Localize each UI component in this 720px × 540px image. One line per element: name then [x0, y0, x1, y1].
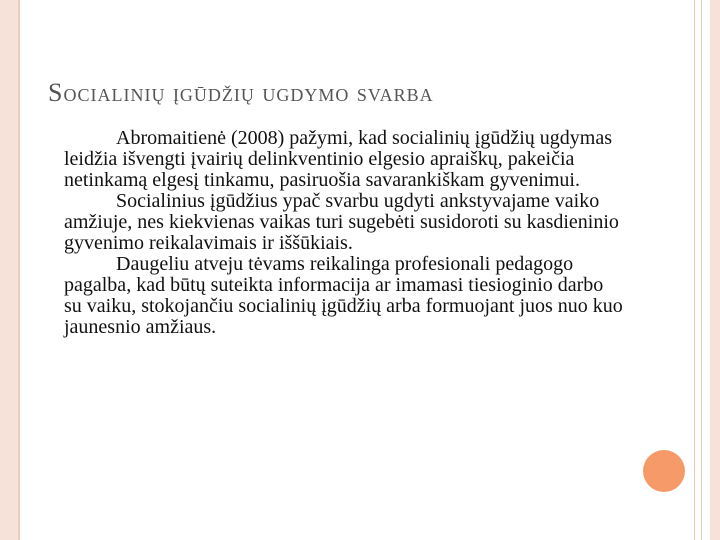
paragraph: Daugeliu atveju tėvams reikalinga profesionali pedagogo pagalba, kad būtų suteikta informacija ar imamasi tiesioginio darbo su vaiku, stokojančiu socialinių įgūdžių arba formuojant juos nuo kuo jaunesnio amžiaus. — [64, 253, 623, 338]
paragraph: Abromaitienė (2008) pažymi, kad socialinių įgūdžių ugdymas leidžia išvengti įvairių delinkventinio elgesio apraiškų, pakeičia netinkamą elgesį tinkamu, pasiruošia savarankiškam gyvenimui. — [64, 127, 612, 191]
right-rule-line — [701, 0, 702, 540]
right-rule-line — [694, 0, 695, 540]
paragraph: Socialinius įgūdžius ypač svarbu ugdyti ankstyvajame vaiko amžiuje, nes kiekvienas vaikas turi sugebėti susidoroti su kasdieninio gyvenimo reikalavimais ir iššūkiais. — [64, 190, 619, 254]
slide-title: Socialinių įgūdžių ugdymo svarba — [48, 78, 434, 107]
slide-body — [64, 128, 624, 338]
circle-decoration — [643, 450, 685, 492]
right-border-decoration — [710, 0, 720, 540]
left-border-decoration — [0, 0, 20, 540]
